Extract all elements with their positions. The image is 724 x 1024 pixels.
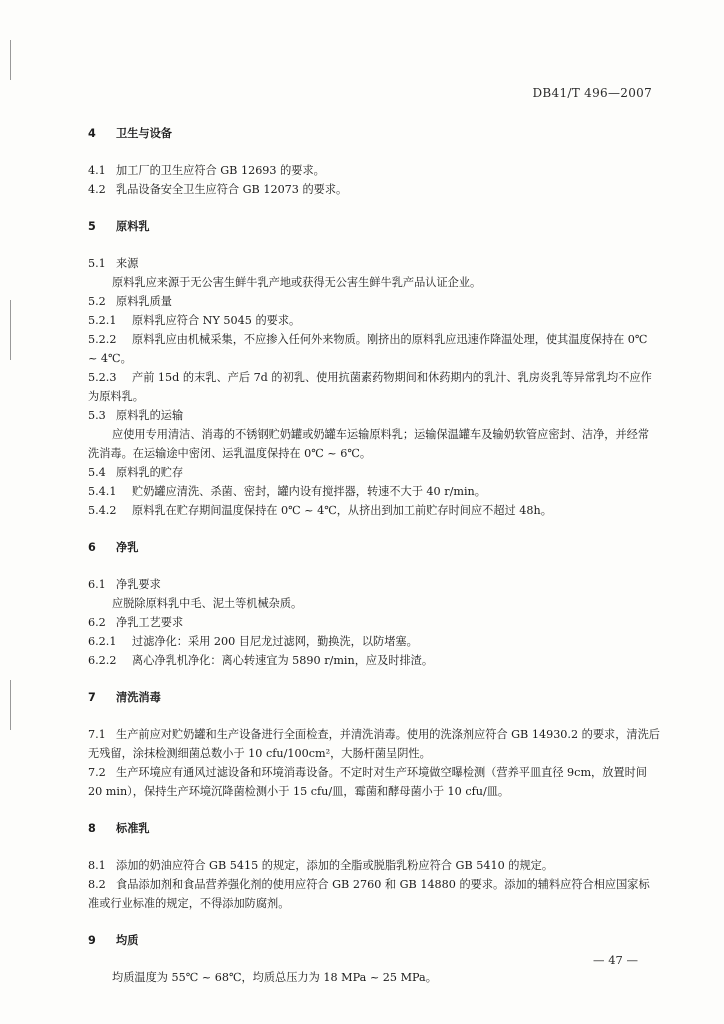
section-number: 9	[88, 934, 96, 947]
section-number: 5	[88, 220, 96, 233]
clause-text: 食品添加剂和食品营养强化剂的使用应符合 GB 2760 和 GB 14880 的要求。添加的辅料应符合相应国家标准或行业标准的规定，不得添加防腐剂。	[88, 878, 650, 910]
clause-number: 6.2.2	[88, 654, 117, 667]
clause-number: 6.2.1	[88, 635, 117, 648]
clause-text: 加工厂的卫生应符合 GB 12693 的要求。	[116, 164, 325, 177]
subsection-number: 6.2	[88, 616, 106, 629]
page-number: — 47 —	[593, 953, 638, 967]
clause-number: 4.2	[88, 183, 106, 196]
subsection-heading	[88, 292, 660, 311]
section-title: 标准乳	[116, 822, 150, 835]
clause-text: 原料乳应由机械采集，不应掺入任何外来物质。刚挤出的原料乳应迅速作降温处理，使其温度保持在 0℃ ~ 4℃。	[88, 333, 648, 365]
clause-number: 5.2.2	[88, 333, 117, 346]
clause-number: 5.2.3	[88, 371, 117, 384]
clause-text: 生产环境应有通风过滤设备和环境消毒设备。不定时对生产环境做空曝检测（营养平皿直径 9cm，放置时间 20 min），保持生产环境沉降菌检测小于 15 cfu/皿，霉菌和酵母菌小于 10 cfu/皿。	[88, 766, 647, 798]
clause-number: 5.4.2	[88, 504, 117, 517]
section-heading	[88, 819, 660, 838]
clause	[88, 856, 660, 875]
clause	[88, 161, 660, 180]
paragraph: 均质温度为 55℃ ~ 68℃，均质总压力为 18 MPa ~ 25 MPa。	[112, 971, 437, 984]
section-number: 6	[88, 541, 96, 554]
clause-text: 过滤净化：采用 200 目尼龙过滤网，勤换洗，以防堵塞。	[132, 635, 418, 648]
scan-edge-mark	[10, 680, 11, 730]
clause-number: 4.1	[88, 164, 106, 177]
clause	[88, 368, 660, 406]
section-number: 4	[88, 127, 96, 140]
section-title: 卫生与设备	[116, 127, 172, 140]
clause	[88, 632, 660, 651]
subsection-heading	[88, 406, 660, 425]
subsection-heading	[88, 613, 660, 632]
clause-text: 贮奶罐应清洗、杀菌、密封，罐内设有搅拌器，转速不大于 40 r/min。	[132, 485, 486, 498]
clause-text: 乳品设备安全卫生应符合 GB 12073 的要求。	[116, 183, 348, 196]
subsection-heading	[88, 254, 660, 273]
section-title: 原料乳	[116, 220, 150, 233]
clause-text: 离心净乳机净化：离心转速宜为 5890 r/min，应及时排渣。	[132, 654, 434, 667]
section-heading	[88, 124, 660, 143]
subsection-number: 5.4	[88, 466, 106, 479]
subsection-number: 5.3	[88, 409, 106, 422]
clause-text: 原料乳应符合 NY 5045 的要求。	[132, 314, 301, 327]
clause-text: 添加的奶油应符合 GB 5415 的规定，添加的全脂或脱脂乳粉应符合 GB 5410 的规定。	[116, 859, 554, 872]
clause	[88, 651, 660, 670]
subsection-title: 净乳工艺要求	[116, 616, 184, 629]
clause-text: 产前 15d 的末乳、产后 7d 的初乳、使用抗菌素药物期间和休药期内的乳汁、乳房炎乳等异常乳均不应作为原料乳。	[88, 371, 652, 403]
section-heading	[88, 217, 660, 236]
section-heading	[88, 931, 660, 950]
clause	[88, 482, 660, 501]
clause	[88, 311, 660, 330]
subsection-heading	[88, 463, 660, 482]
subsection-title: 原料乳的运输	[116, 409, 184, 422]
clause	[88, 180, 660, 199]
subsection-title: 来源	[116, 257, 139, 270]
paragraph: 应使用专用清洁、消毒的不锈钢贮奶罐或奶罐车运输原料乳；运输保温罐车及输奶软管应密封、洁净，并经常洗消毒。在运输途中密闭、运乳温度保持在 0℃ ~ 6℃。	[88, 428, 650, 460]
section-heading	[88, 688, 660, 707]
paragraph: 原料乳应来源于无公害生鲜牛乳产地或获得无公害生鲜牛乳产品认证企业。	[112, 276, 482, 289]
section-title: 清洗消毒	[116, 691, 161, 704]
subsection-number: 5.2	[88, 295, 106, 308]
subsection-heading	[88, 575, 660, 594]
clause-number: 8.1	[88, 859, 106, 872]
subsection-title: 净乳要求	[116, 578, 161, 591]
subsection-title: 原料乳的贮存	[116, 466, 184, 479]
section-number: 8	[88, 822, 96, 835]
scan-edge-mark	[10, 40, 11, 80]
clause	[88, 725, 660, 763]
paragraph: 应脱除原料乳中毛、泥土等机械杂质。	[112, 597, 303, 610]
document-body	[88, 124, 660, 987]
section-title: 均质	[116, 934, 139, 947]
clause-number: 5.4.1	[88, 485, 117, 498]
subsection-number: 6.1	[88, 578, 106, 591]
clause	[88, 501, 660, 520]
clause-number: 7.1	[88, 728, 106, 741]
scan-edge-mark	[10, 300, 11, 360]
clause	[88, 763, 660, 801]
section-title: 净乳	[116, 541, 139, 554]
subsection-number: 5.1	[88, 257, 106, 270]
document-code: DB41/T 496—2007	[532, 86, 652, 100]
section-heading	[88, 538, 660, 557]
clause	[88, 875, 660, 913]
clause-number: 8.2	[88, 878, 106, 891]
clause-text: 生产前应对贮奶罐和生产设备进行全面检查，并清洗消毒。使用的洗涤剂应符合 GB 14930.2 的要求，清洗后无残留，涂抹检测细菌总数小于 10 cfu/100cm²，大肠杆菌呈阴性。	[88, 728, 660, 760]
clause-text: 原料乳在贮存期间温度保持在 0℃ ~ 4℃，从挤出到加工前贮存时间应不超过 48h。	[132, 504, 552, 517]
clause-number: 5.2.1	[88, 314, 117, 327]
clause	[88, 330, 660, 368]
clause-number: 7.2	[88, 766, 106, 779]
section-number: 7	[88, 691, 96, 704]
subsection-title: 原料乳质量	[116, 295, 172, 308]
